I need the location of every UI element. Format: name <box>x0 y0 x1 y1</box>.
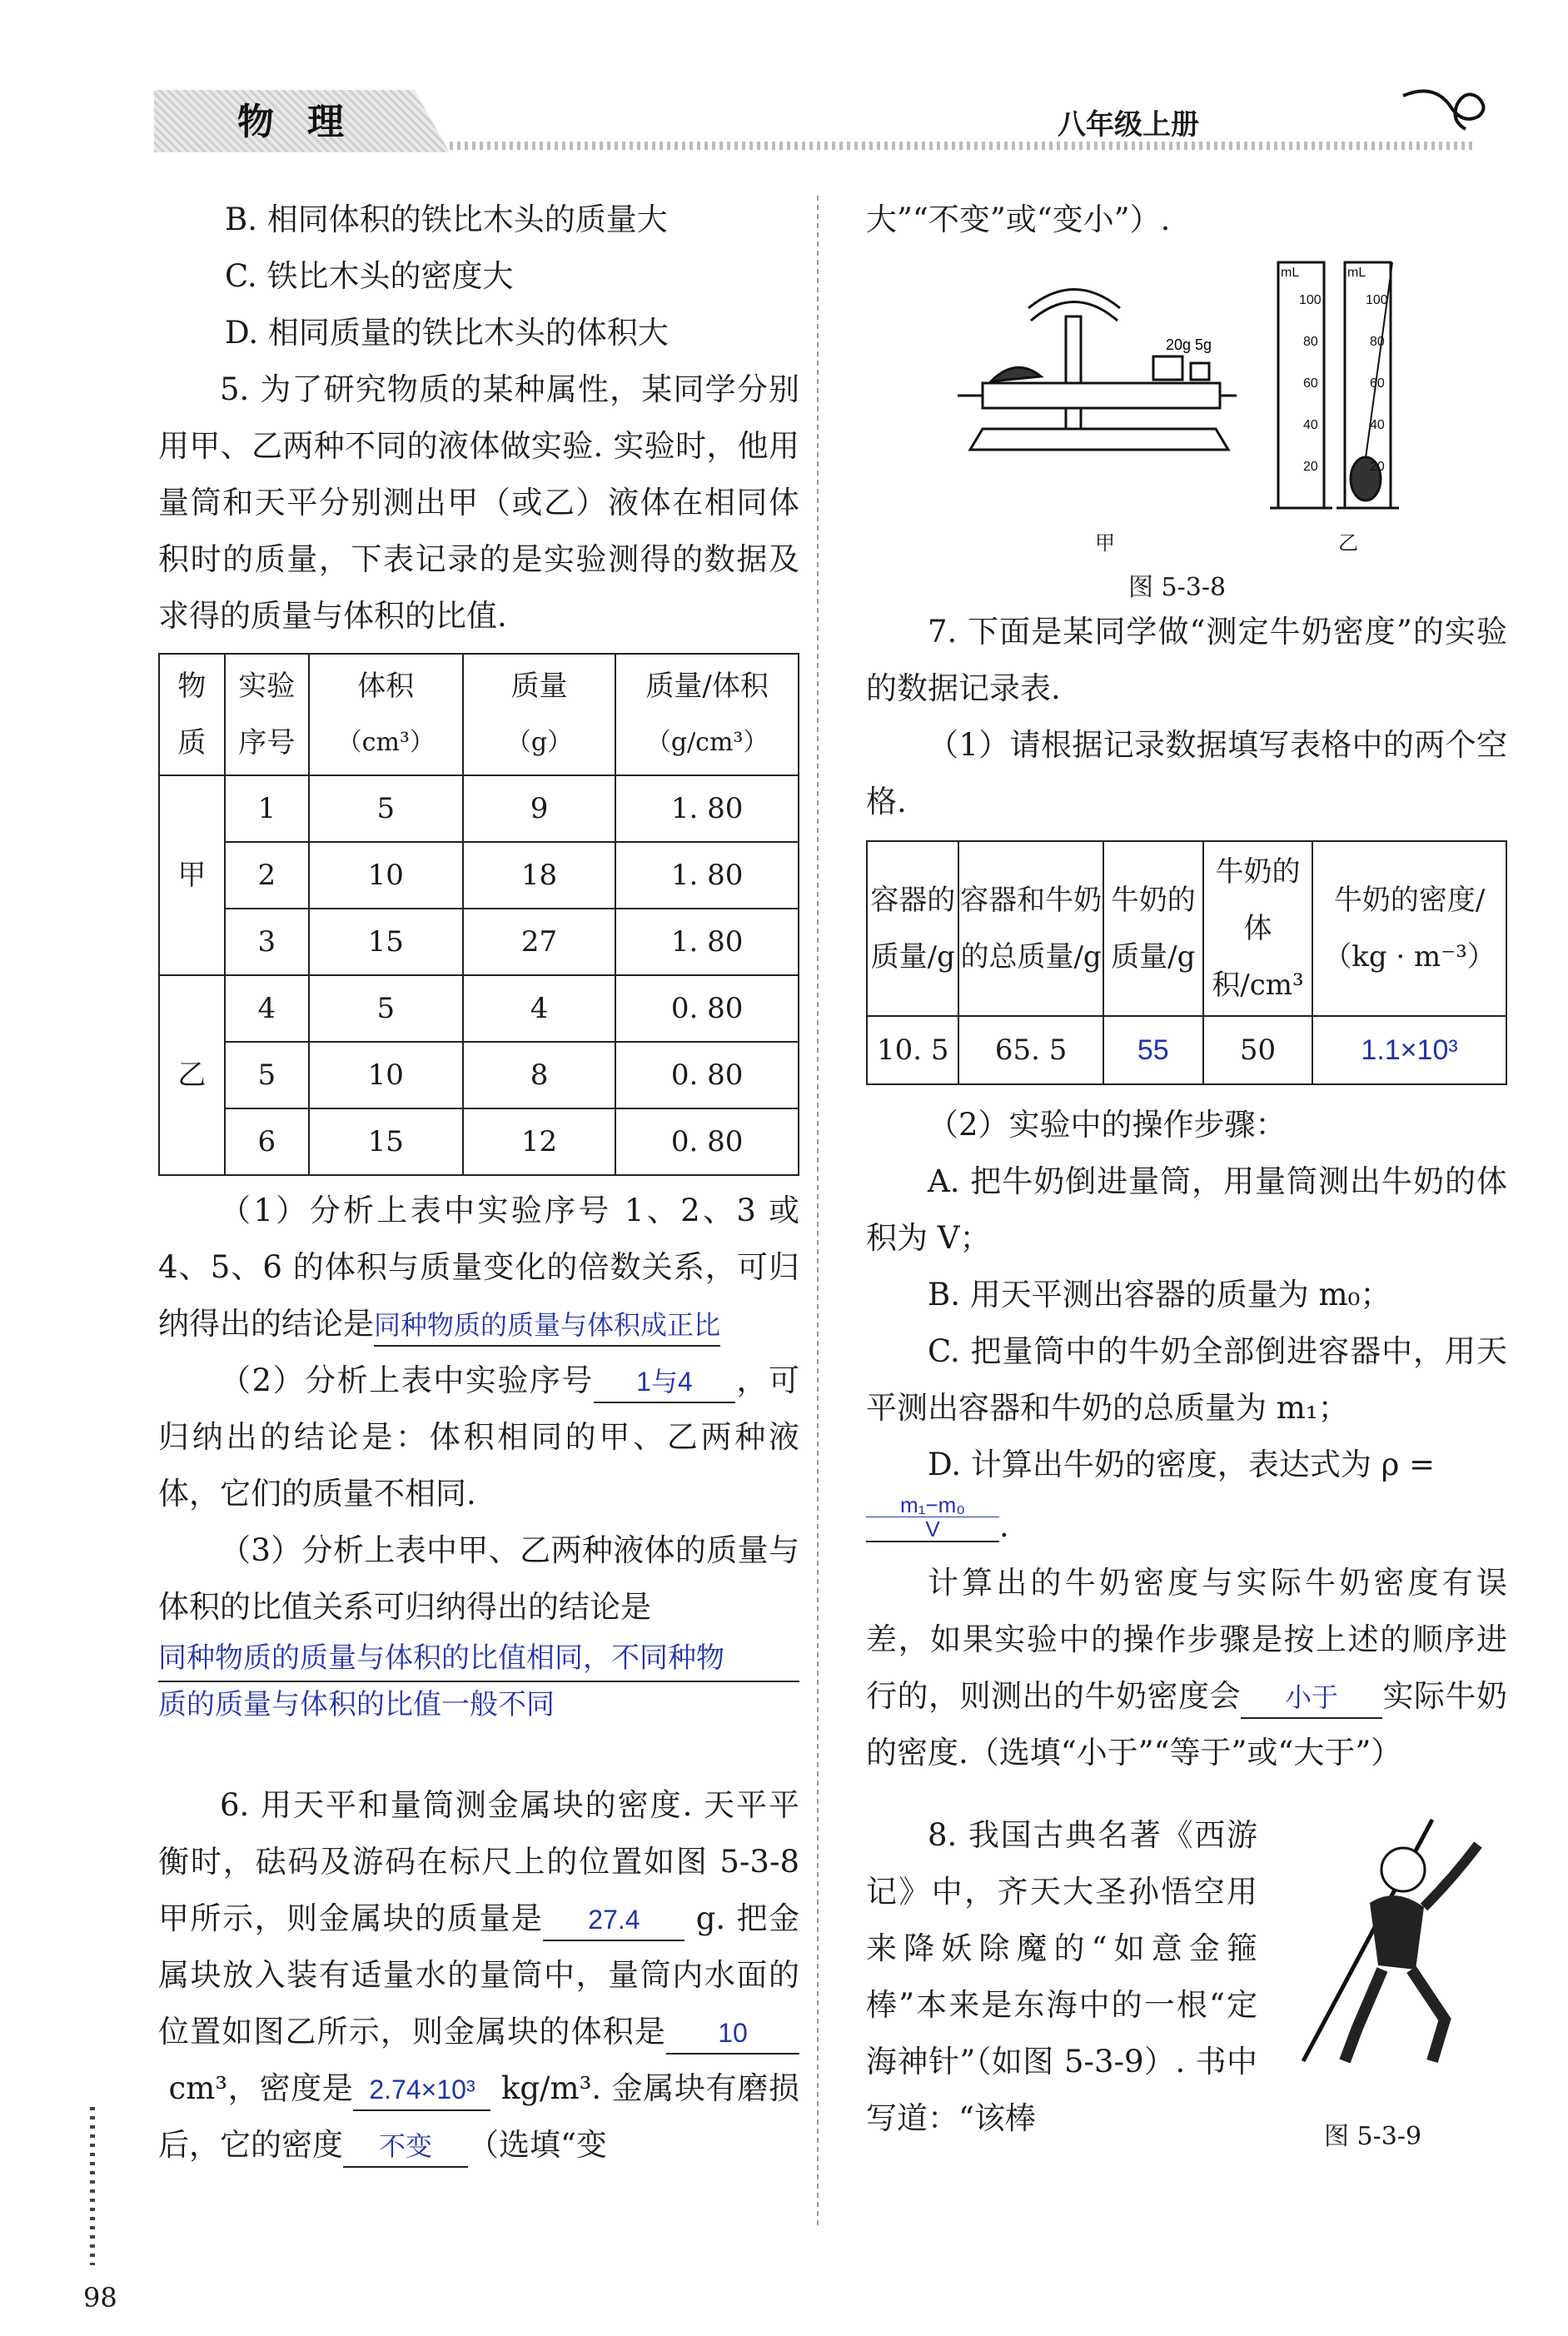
q5-part1: （1）分析上表中实验序号 1、2、3 或 4、5、6 的体积与质量变化的倍数关系，可归纳得出的结论是同种物质的质量与体积成正比 <box>158 1183 799 1352</box>
page-number: 98 <box>83 2282 117 2314</box>
q5-2-answer: 1与4 <box>594 1362 735 1403</box>
q7-part3: 计算出的牛奶密度与实际牛奶密度有误差，如果实验中的操作步骤是按上述的顺序进行的，则测出的牛奶密度会 小于 实际牛奶的密度.（选填“小于”“等于”或“大于”） <box>866 1565 1507 1771</box>
th-volume: 体积 （cm³） <box>309 654 463 775</box>
page-dots <box>90 2107 95 2265</box>
right-column <box>866 192 1507 248</box>
q8-block <box>866 1807 1257 2147</box>
svg-text:40: 40 <box>1370 418 1385 432</box>
q5-intro: 5. 为了研究物质的某种属性，某同学分别用甲、乙两种不同的液体做实验. 实验时，他用量筒和天平分别测出甲（或乙）液体在相同体积时的质量，下表记录的是实验测得的数据及求得的质量与体积的比值. <box>158 371 799 634</box>
subject-title: 物理 <box>237 101 377 143</box>
table-row: 2 10 18 1. 80 <box>159 842 799 909</box>
q6-density-answer: 2.74×10³ <box>353 2070 490 2111</box>
q6-volume-answer: 10 <box>666 2013 799 2055</box>
left-column <box>158 192 799 2174</box>
q5-part2: （2）分析上表中实验序号 1与4 ，可归纳出的结论是：体积相同的甲、乙两种液体，它们的质量不相同. <box>158 1362 800 1512</box>
table-row: 10. 5 65. 5 55 50 1.1×10³ <box>867 1016 1506 1084</box>
svg-text:60: 60 <box>1303 376 1318 391</box>
milk-mass-answer: 55 <box>1103 1016 1203 1084</box>
milk-density-answer: 1.1×10³ <box>1312 1016 1506 1084</box>
density-formula-answer: $\frac{\text{m₁−m₀}}{V}$ <box>866 1493 999 1542</box>
header-dotted-line <box>450 142 1474 150</box>
q8-text: 8. 我国古典名著《西游记》中，齐天大圣孙悟空用来降妖除魔的“如意金箍棒”本来是东海中的一根“定海神针”（如图 5-3-9）. 书中写道：“该棒 <box>866 1817 1257 2136</box>
option-b: B. 相同体积的铁比木头的质量大 <box>225 202 668 237</box>
right-column-q7 <box>866 604 1507 1781</box>
q6-change-answer: 不变 <box>343 2126 468 2168</box>
header-swirl-icon <box>1399 79 1491 146</box>
th-ratio: 质量/体积 （g/cm³） <box>615 654 799 775</box>
q7-3-answer: 小于 <box>1241 1677 1382 1719</box>
svg-text:20: 20 <box>1370 460 1385 474</box>
step-d: D. 计算出牛奶的密度，表达式为 ρ = <box>928 1447 1436 1482</box>
th-mass: 质量 （g） <box>463 654 616 775</box>
fig-5-3-8-caption: 图 5-3-8 <box>1128 573 1227 602</box>
q7-part2: （2）实验中的操作步骤： <box>928 1107 1287 1143</box>
option-d: D. 相同质量的铁比木头的体积大 <box>225 315 669 351</box>
svg-text:20: 20 <box>1303 460 1318 474</box>
figure-5-3-9-monkey-king <box>1278 1811 1511 2086</box>
table-row: 甲 1 5 9 1. 80 <box>159 775 799 842</box>
q7-part1: （1）请根据记录数据填写表格中的两个空格. <box>866 727 1507 819</box>
balance-weight-label: 20g 5g <box>1166 336 1212 353</box>
q6-continued: 大”“不变”或“变小”）. <box>866 202 1171 237</box>
option-c: C. 铁比木头的密度大 <box>225 258 514 294</box>
q6: 6. 用天平和量筒测金属块的密度. 天平平衡时，砝码及游码在标尺上的位置如图 5-3-8 甲所示，则金属块的质量是 27.4 g. 把金属块放入装有适量水的量筒中，量筒内水面的位置如图乙所示，则金属块的体积是 10 cm³，密度是 2.74×10³ kg/m³. 金属块有磨损后，它的密度 不变 （选填“变 <box>158 1777 799 2174</box>
q5-part3: （3）分析上表中甲、乙两种液体的质量与体积的比值关系可归纳得出的结论是 <box>158 1532 799 1625</box>
table-row: 3 15 27 1. 80 <box>159 909 799 975</box>
svg-text:60: 60 <box>1370 376 1385 391</box>
th-substance: 物质 <box>159 654 225 775</box>
svg-text:mL: mL <box>1347 266 1366 280</box>
th-seq: 实验序号 <box>225 654 309 775</box>
fig-b-label: 乙 <box>1338 531 1358 555</box>
step-c: C. 把量筒中的牛奶全部倒进容器中，用天平测出容器和牛奶的总质量为 m₁； <box>866 1333 1507 1426</box>
table-row: 6 15 12 0. 80 <box>159 1108 799 1175</box>
svg-text:100: 100 <box>1299 293 1322 307</box>
fig-5-3-9-caption: 图 5-3-9 <box>1324 2122 1422 2151</box>
grade-label: 八年级上册 <box>1058 108 1199 142</box>
table-row: 5 10 8 0. 80 <box>159 1042 799 1108</box>
step-a: A. 把牛奶倒进量筒，用量筒测出牛奶的体积为 V； <box>866 1163 1507 1256</box>
density-formula-line: $\frac{\text{m₁−m₀}}{V}$ . <box>866 1493 1507 1555</box>
figure-5-3-8 <box>949 258 1416 533</box>
q6-mass-answer: 27.4 <box>543 1900 684 1941</box>
svg-text:40: 40 <box>1303 418 1318 432</box>
column-divider <box>817 196 819 2228</box>
table-row: 乙 4 5 4 0. 80 <box>159 975 799 1042</box>
substance-b: 乙 <box>159 975 225 1175</box>
q5-1-answer: 同种物质的质量与体积成正比 <box>374 1305 720 1347</box>
substance-a: 甲 <box>159 775 225 975</box>
step-b: B. 用天平测出容器的质量为 m₀； <box>928 1277 1391 1312</box>
q5-3-answer: 同种物质的质量与体积的比值相同，不同种物 质的质量与体积的比值一般不同 <box>158 1636 799 1727</box>
svg-text:80: 80 <box>1303 335 1318 349</box>
milk-data-table: 容器的质量/g 容器和牛奶的总质量/g 牛奶的质量/g 牛奶的体积/cm³ 牛奶的密度/（kg · m⁻³） 10. 5 65. 5 55 50 1.1×10³ <box>866 840 1507 1085</box>
density-data-table <box>158 653 799 1176</box>
q7-intro: 7. 下面是某同学做“测定牛奶密度”的实验的数据记录表. <box>866 614 1507 706</box>
svg-text:100: 100 <box>1366 293 1388 307</box>
svg-text:mL: mL <box>1281 266 1300 280</box>
svg-text:80: 80 <box>1370 335 1385 349</box>
fig-a-label: 甲 <box>1095 531 1115 555</box>
balance-illustration <box>958 290 1237 451</box>
